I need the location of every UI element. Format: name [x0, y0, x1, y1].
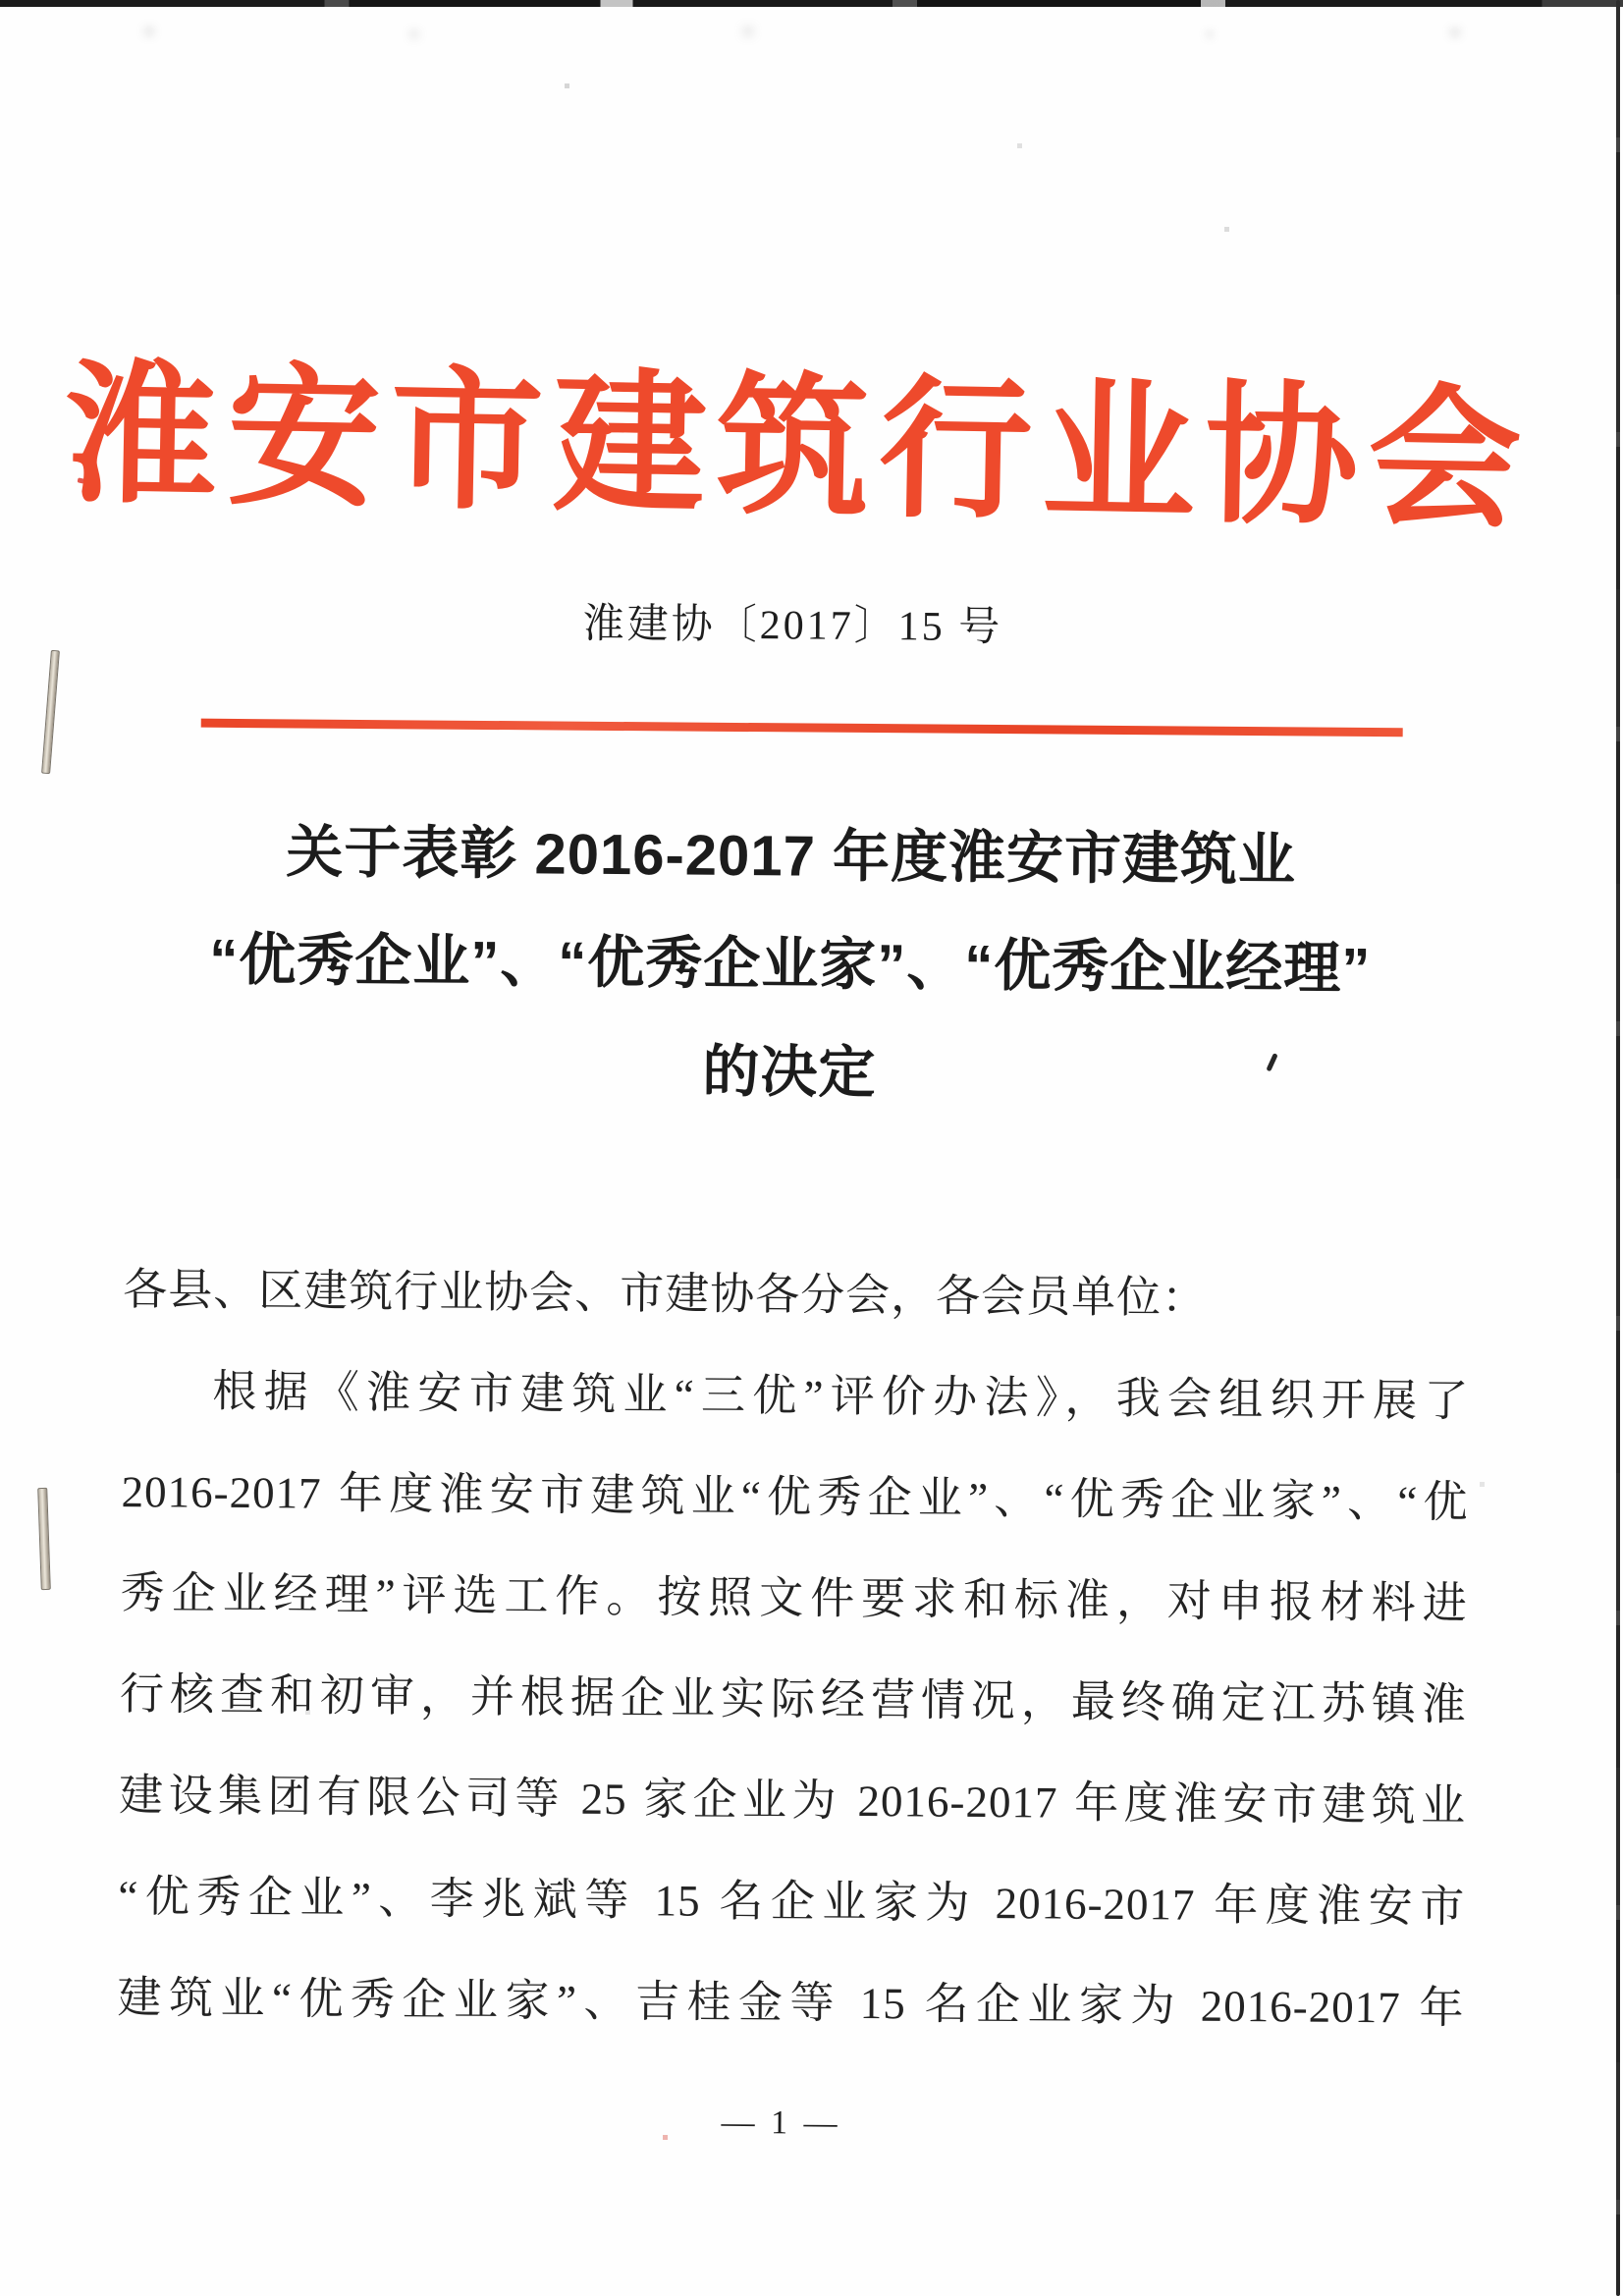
document-body [117, 1239, 1470, 2059]
red-separator-line [201, 719, 1403, 738]
doc-title-line-3: 的决定 [702, 1039, 877, 1106]
document-number: 淮建协〔2017〕15 号 [582, 601, 1003, 651]
body-line: “优秀企业”、李兆斌等 15 名企业家为 2016-2017 年度淮安市 [118, 1872, 1466, 1932]
doc-title-line-1: 关于表彰 2016-2017 年度淮安市建筑业 [286, 820, 1297, 893]
body-line: 2016-2017 年度淮安市建筑业“优秀企业”、“优秀企业家”、“优 [121, 1467, 1469, 1527]
doc-title-line-2: “优秀企业”、“优秀企业家”、“优秀企业经理” [209, 927, 1372, 1002]
body-line: 行核查和初审，并根据企业实际经营情况，最终确定江苏镇淮 [119, 1669, 1468, 1729]
body-line: 秀企业经理”评选工作。按照文件要求和标准，对申报材料进 [120, 1568, 1468, 1628]
body-line: 根据《淮安市建筑业“三优”评价办法》，我会组织开展了 [212, 1366, 1470, 1426]
body-line: 建筑业“优秀企业家”、吉桂金等 15 名企业家为 2016-2017 年 [117, 1973, 1465, 2033]
salutation-line: 各县、区建筑行业协会、市建协各分会，各会员单位： [123, 1265, 1208, 1323]
document-title [0, 796, 1587, 1133]
body-line: 建设集团有限公司等 25 家企业为 2016-2017 年度淮安市建筑业 [118, 1771, 1467, 1831]
page-number: — 1 — [721, 2104, 841, 2142]
letterhead-title: 淮安市建筑行业协会 [62, 350, 1533, 547]
